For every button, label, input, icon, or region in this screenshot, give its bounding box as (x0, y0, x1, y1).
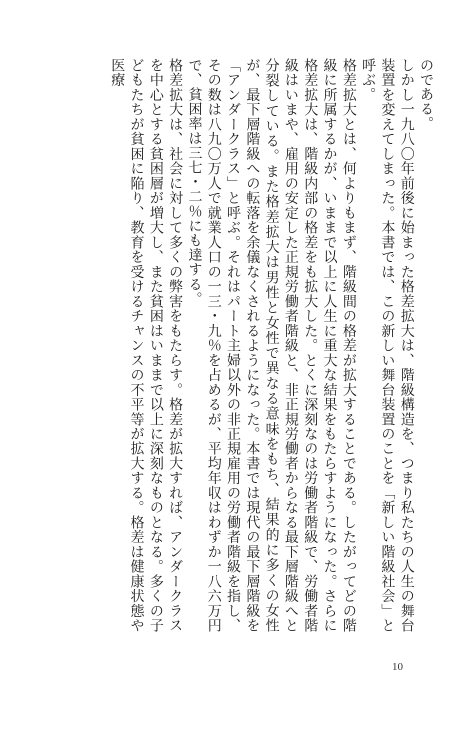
page-number: 10 (392, 661, 403, 673)
paragraph-1: しかし一九八〇年前後に始まった格差拡大は、階級構造を、つまり私たちの人生の舞台装置を変えてしまった。本書では、この新しい舞台装置のことを「新しい階級社会」と呼ぶ。 (360, 58, 415, 633)
body-text (20, 58, 435, 633)
paragraph-continuation: のである。 (418, 58, 434, 131)
paragraph-3: 格差拡大は、社会に対して多くの弊害をもたらす。格差が拡大すれば、アンダークラスを中心とする貧困層が増大し、また貧困はいままで以上に深刻なものとなる。多くの子どもたちが貧困に陥り、教育を受けるチャンスの不平等が拡大する。格差は健康状態や医療 (109, 58, 184, 633)
paragraph-2: 格差拡大とは、何よりもまず、階級間の格差が拡大することである。したがってどの階級に所属するかが、いままで以上に人生に重大な結果をもたらすようになった。さらに格差拡大は、階級内部の格差をも拡大した。とくに深刻なのは労働者階級で、労働者階級はいまや、雇用の安定した正規労働者階級と、非正規労働者からなる最下層階級へと分裂している。また格差拡大は男性と女性で異なる意味をもち、結果的に多くの女性が、最下層階級への転落を余儀なくされるようになった。本書では現代の最下層階級を「アンダークラス」と呼ぶ。それはパート主婦以外の非正規雇用の労働者階級を指し、その数は八九〇万人で就業人口の一三・九％を占めるが、平均年収はわずか一八六万円で、貧困率は三七・二％にも達する。 (186, 58, 357, 633)
